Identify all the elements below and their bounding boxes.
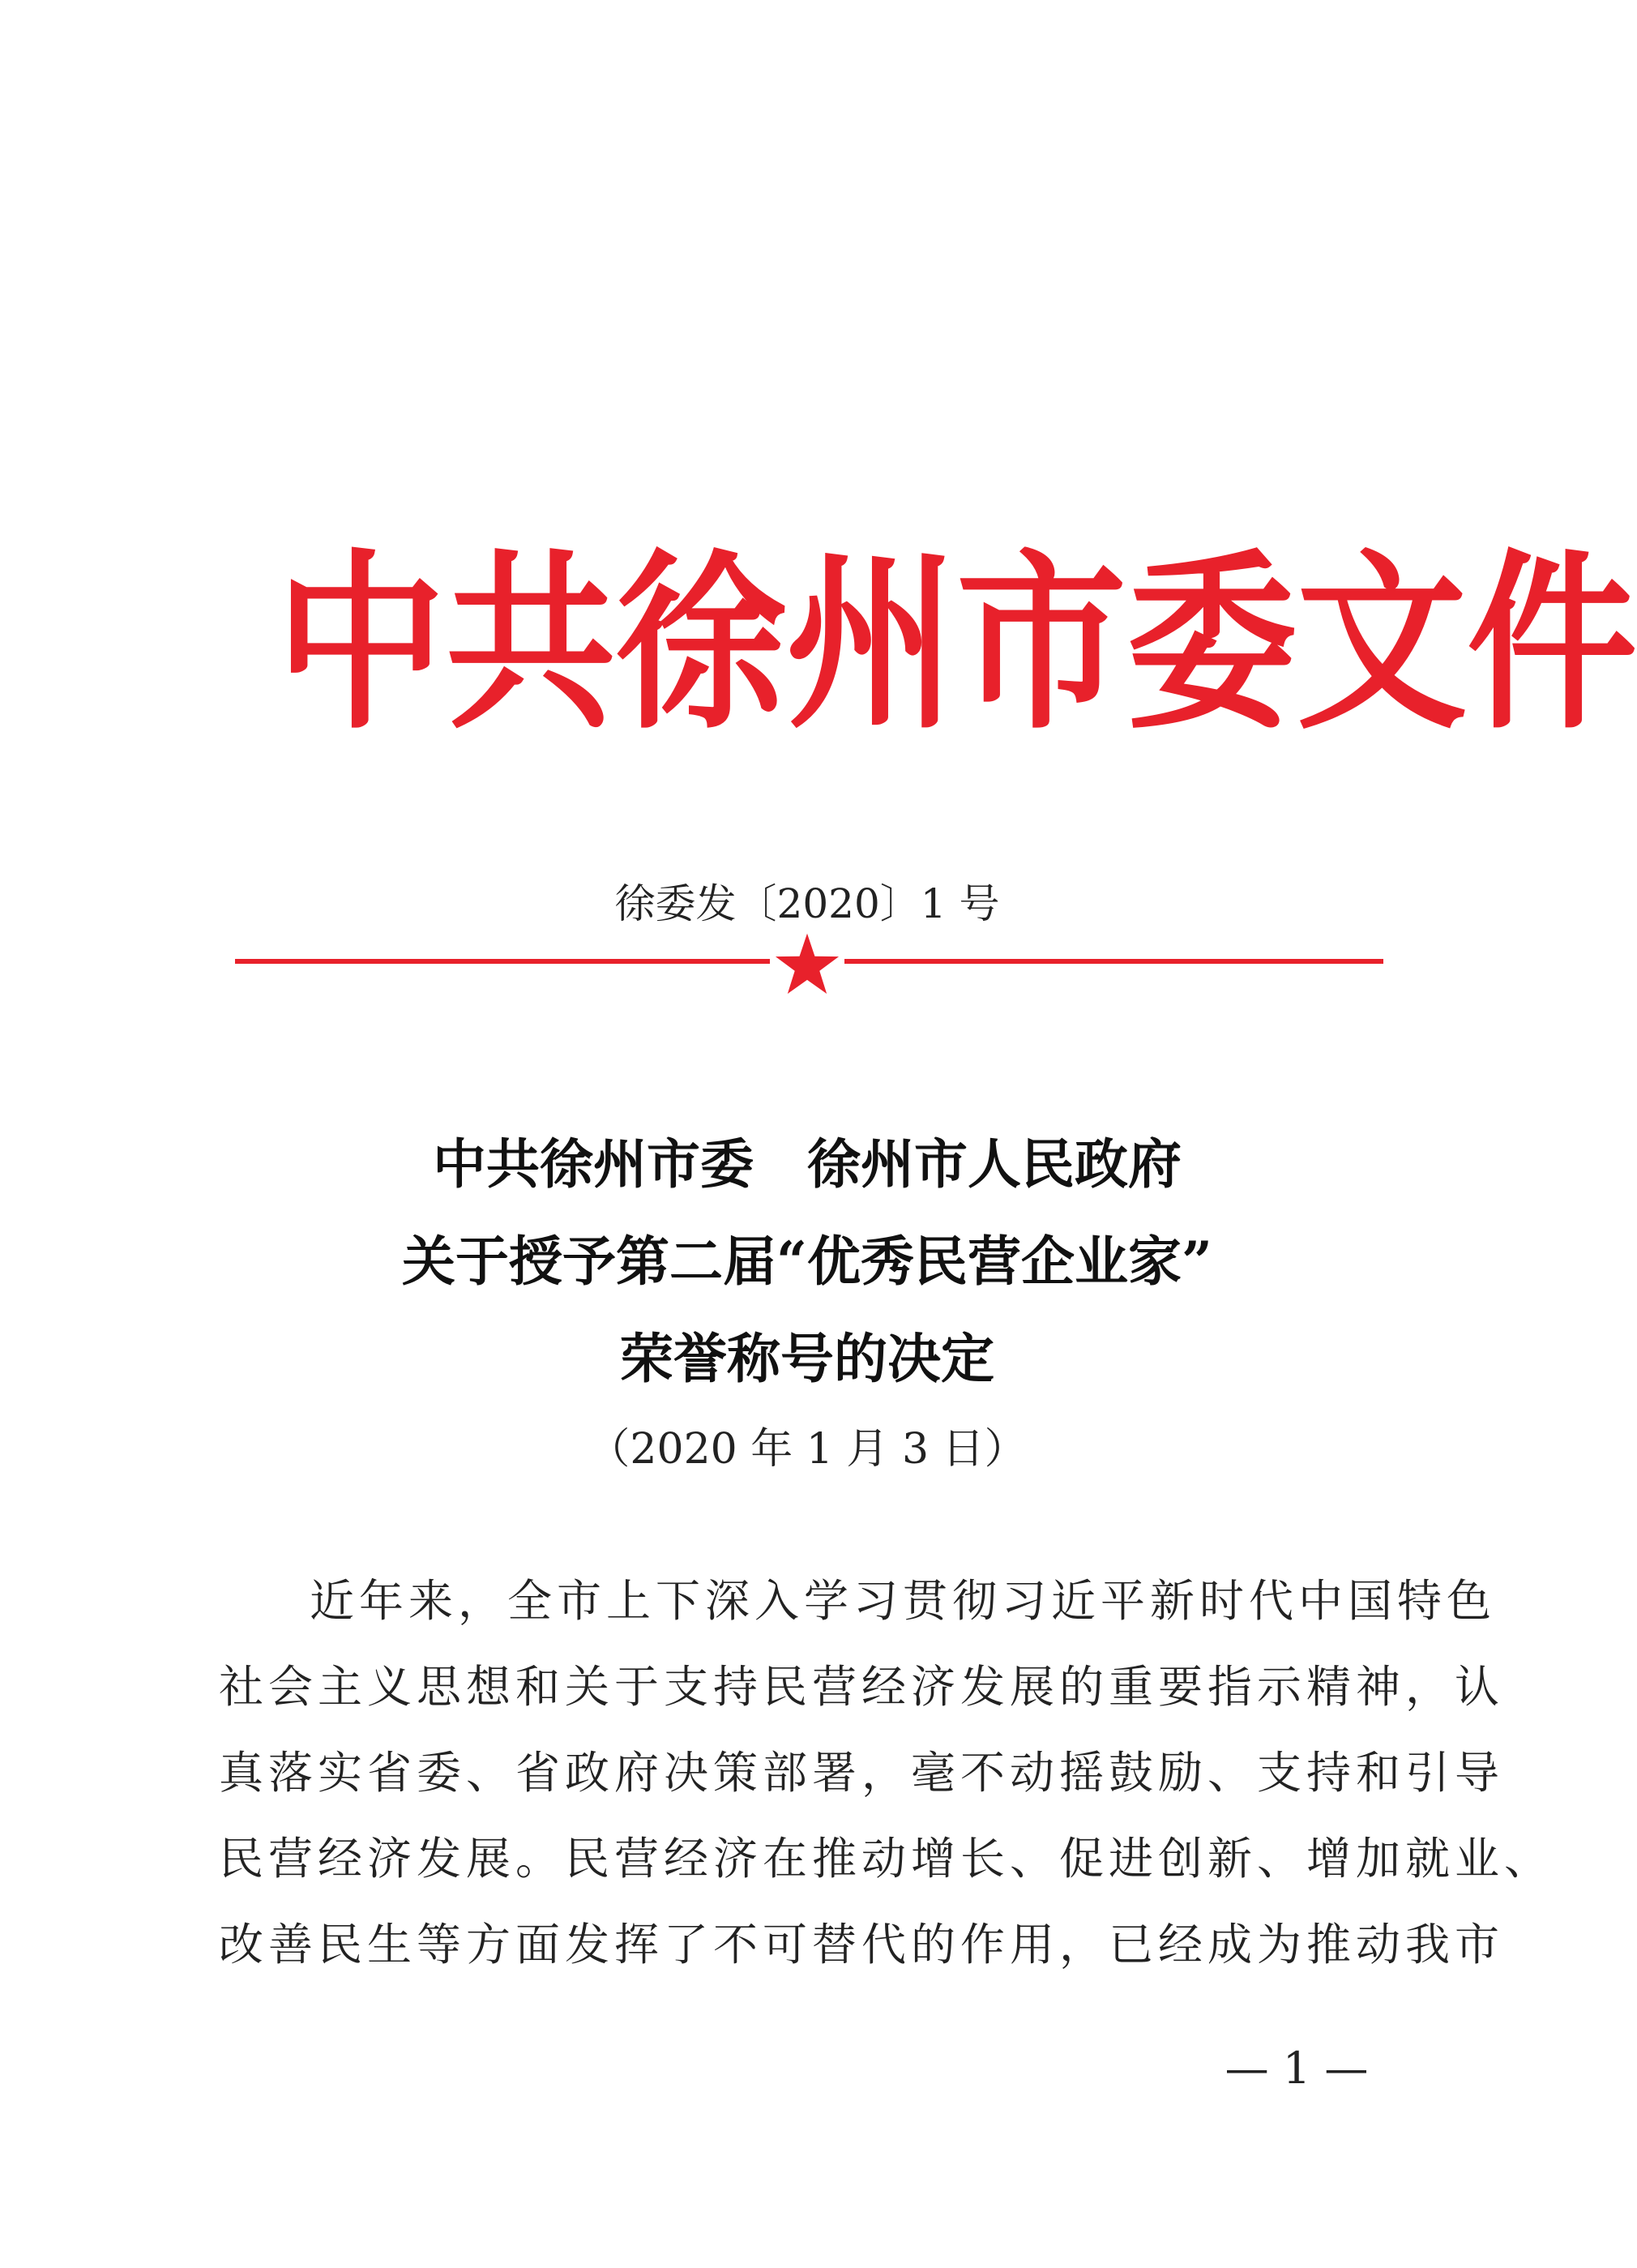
masthead-char: 件 — [1467, 533, 1637, 755]
red-divider-right — [844, 959, 1383, 964]
body-paragraph — [219, 1558, 1554, 1988]
masthead-char: 共 — [446, 533, 617, 755]
red-star-icon — [775, 932, 840, 994]
masthead-char: 中 — [276, 533, 447, 755]
document-title-line-1: 中共徐州市委 徐州市人民政府 — [433, 1132, 1182, 1196]
document-number: 徐委发〔2020〕1 号 — [614, 880, 1000, 927]
masthead-char: 文 — [1297, 533, 1468, 755]
page-number: — 1 — — [1225, 2043, 1369, 2094]
body-line: 民营经济发展。民营经济在推动增长、促进创新、增加就业、 — [219, 1833, 1554, 1885]
masthead-char: 市 — [956, 533, 1127, 755]
red-divider-left — [235, 959, 770, 964]
body-line: 近年来，全市上下深入学习贯彻习近平新时代中国特色 — [310, 1575, 1497, 1627]
masthead-char: 委 — [1126, 533, 1297, 755]
body-line: 社会主义思想和关于支持民营经济发展的重要指示精神，认 — [219, 1661, 1505, 1713]
body-line: 改善民生等方面发挥了不可替代的作用，已经成为推动我市 — [219, 1919, 1505, 1971]
document-title-line-3: 荣誉称号的决定 — [620, 1327, 994, 1390]
masthead-title — [276, 533, 1637, 755]
masthead-char: 徐 — [616, 533, 787, 755]
masthead-char: 州 — [786, 533, 957, 755]
document-title-line-2: 关于授予第二届“优秀民营企业家” — [402, 1230, 1212, 1293]
document-date: （2020 年 1 月 3 日） — [588, 1425, 1027, 1474]
body-line: 真落实省委、省政府决策部署，毫不动摇鼓励、支持和引导 — [219, 1747, 1505, 1799]
